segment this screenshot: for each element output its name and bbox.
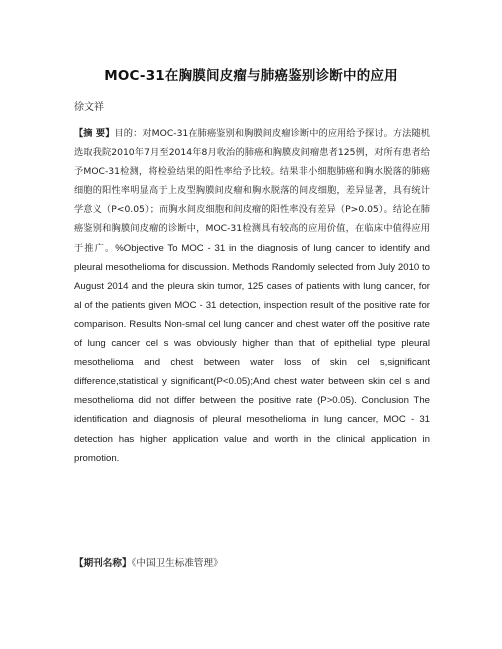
abstract-text-chinese: 目的：对MOC-31在肺癌鉴别和胸膜间皮瘤诊断中的应用给予探讨。方法随机选取我院2010年7月至2014年8月收治的肺癌和胸膜皮间瘤患者125例，对所有患者给予MOC-31检测，将检验结果的阳性率给予比较。结果非小细胞肺癌和胸水脱落的肺癌细胞的阳性率明显高于上皮型胸膜间皮瘤和胸水脱落的间皮细胞，差异显著，具有统计学意义（P<0.05）；而胸水间皮细胞和间皮瘤的阳性率没有差异（P>0.05）。结论在肺癌鉴别和胸膜间皮瘤的诊断中，MOC-31检测具有较高的应用价值，在临床中值得应用于推广。 xyxy=(74,128,430,254)
article-title: MOC-31在胸膜间皮瘤与肺癌鉴别诊断中的应用 xyxy=(104,68,398,84)
abstract-text-english: %Objective To MOC - 31 in the diagnosis of lung cancer to identify and pleural mesothelioma for discussion. Methods Randomly selected from July 2010 to August 2014 and the pleura skin tumor, 125 cases of patients with lung cancer, for al of the patients given MOC - 31 detection, inspection result of the positive rate for comparison. Results Non-smal cel lung cancer and chest water off the positive rate of lung cancer cel s was obviously higher than that of epithelial type pleural mesothelioma and chest between water loss of skin cel s,significant difference,statistical y significant(P<0.05);And chest water between skin cel s and mesothelioma did not differ between the positive rate (P>0.05). Conclusion The identification and diagnosis of pleural mesothelioma in lung cancer, MOC - 31 detection has higher application value and worth in the clinical application in promotion. xyxy=(74,242,430,464)
abstract-label: 【摘 要】 xyxy=(74,128,115,139)
author-name: 徐文祥 xyxy=(74,102,104,113)
journal-label: 【期刊名称】 xyxy=(74,558,132,569)
abstract-block xyxy=(74,124,430,468)
journal-line xyxy=(74,555,223,569)
journal-name: 《中国卫生标准管理》 xyxy=(131,558,223,569)
